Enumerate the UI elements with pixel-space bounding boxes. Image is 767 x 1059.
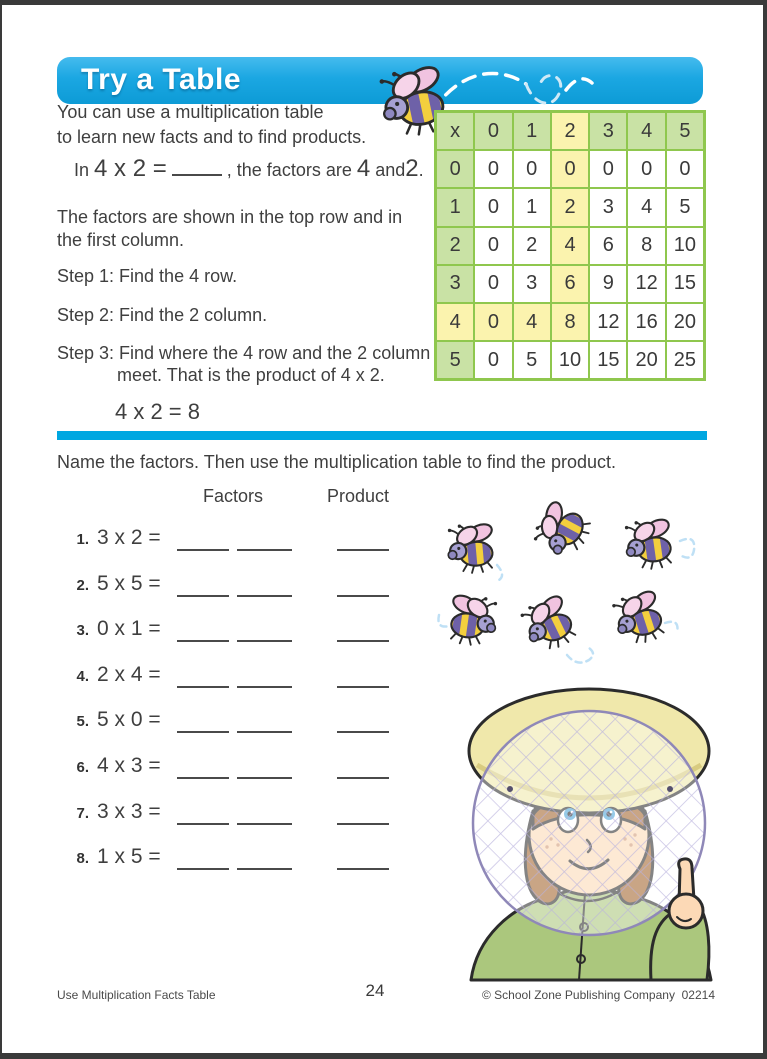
exercise-row [57,663,457,689]
table-cell: 8 [627,227,665,265]
exercise-number: 3. [76,622,89,640]
example-result: 4 x 2 = 8 [115,399,201,424]
table-cell: 3 [436,265,474,303]
table-cell: 5 [513,341,551,379]
factor-blank-1 [177,624,229,642]
explain-paragraph-line-1: The factors are shown in the top row and in [57,207,403,227]
page-number: 24 [365,981,385,1000]
example-factor-1: 4 [356,155,371,182]
factor-blank-1 [177,807,229,825]
step-3-line-1: Step 3: Find where the 4 row and the 2 column [57,343,431,363]
table-cell: 1 [436,188,474,226]
bee-icon [517,590,582,656]
exercise-expression: 5 x 0 = [97,708,161,732]
factor-blank-1 [177,852,229,870]
exercise-row [57,526,457,552]
column-header-factors: Factors [203,486,264,506]
table-cell: 6 [589,227,627,265]
exercise-expression: 0 x 1 = [97,617,161,641]
exercise-row [57,754,457,780]
table-cell: 0 [474,265,512,303]
table-cell: 4 [436,303,474,341]
bee-icon [622,515,676,571]
factor-blank-2 [237,715,292,733]
product-blank [337,807,389,825]
table-cell: 3 [589,112,627,150]
table-cell: 8 [551,303,589,341]
factor-blank-2 [237,533,292,551]
footer-section-title: Use Multiplication Facts Table [57,988,216,1002]
page-title: Try a Table [81,63,242,96]
table-cell: 0 [436,150,474,188]
exercise-row [57,572,457,598]
table-cell: 5 [666,112,704,150]
exercise-number: 2. [76,576,89,594]
table-cell: 0 [551,150,589,188]
factor-blank-1 [177,761,229,779]
table-cell: 20 [627,341,665,379]
factor-blank-1 [177,670,229,688]
product-blank [337,533,389,551]
exercise-number: 8. [76,850,89,868]
table-cell: 0 [474,188,512,226]
table-cell: 4 [627,188,665,226]
step-1: Step 1: Find the 4 row. [57,266,238,286]
exercise-row [57,617,457,643]
table-cell: 20 [666,303,704,341]
product-blank [337,670,389,688]
table-cell: 10 [666,227,704,265]
table-cell: 5 [666,188,704,226]
product-blank [337,761,389,779]
product-blank [337,852,389,870]
bee-icon [529,497,596,563]
table-cell: 0 [513,150,551,188]
table-cell: 0 [474,227,512,265]
exercise-number: 5. [76,713,89,731]
table-cell: 4 [551,227,589,265]
factor-blank-1 [177,533,229,551]
exercise-number: 6. [76,758,89,776]
table-cell: 25 [666,341,704,379]
exercise-row [57,800,457,826]
column-header-product: Product [327,486,390,506]
section-divider [57,431,707,440]
exercise-expression: 5 x 5 = [97,571,161,595]
factor-blank-1 [177,579,229,597]
exercise-number: 4. [76,667,89,685]
table-cell: 0 [474,341,512,379]
table-cell: 4 [513,303,551,341]
exercise-expression: 3 x 3 = [97,799,161,823]
bee-icon [446,521,498,575]
factor-blank-2 [237,852,292,870]
exercise-expression: 4 x 3 = [97,753,161,777]
example-middle: , the factors are [226,160,352,180]
table-cell: 2 [436,227,474,265]
bee-icon [609,586,670,649]
table-cell: 2 [513,227,551,265]
table-cell: 3 [513,265,551,303]
factor-blank-2 [237,670,292,688]
table-cell: 0 [627,150,665,188]
factor-blank-1 [177,715,229,733]
table-cell: 6 [551,265,589,303]
product-blank [337,715,389,733]
table-cell: 10 [551,341,589,379]
factor-blank-2 [237,761,292,779]
table-cell: 0 [474,112,512,150]
table-cell: 0 [474,150,512,188]
example-factor-2: 2 [405,155,419,182]
table-cell: 12 [627,265,665,303]
example-period: . [418,160,424,180]
table-cell: 2 [551,188,589,226]
table-cell: 15 [589,341,627,379]
bee-icon [445,591,499,647]
table-cell: 1 [513,112,551,150]
example-answer-blank [172,174,222,176]
bees-illustration [435,503,755,673]
table-cell: 0 [589,150,627,188]
exercise-expression: 2 x 4 = [97,662,161,686]
intro-line-1: You can use a multiplication table [57,102,324,122]
table-cell: 3 [589,188,627,226]
example-expression: 4 x 2 = [94,155,167,182]
exercise-row [57,708,457,734]
factor-blank-2 [237,624,292,642]
table-cell: 12 [589,303,627,341]
practice-instruction: Name the factors. Then use the multiplication table to find the product. [57,452,616,472]
table-cell: 0 [474,303,512,341]
table-cell: 4 [627,112,665,150]
factor-blank-2 [237,579,292,597]
exercise-number: 1. [76,531,89,548]
product-blank [337,579,389,597]
table-cell: 0 [666,150,704,188]
exercise-expression: 1 x 5 = [97,845,161,869]
table-cell: 2 [551,112,589,150]
table-cell: x [436,112,474,150]
table-cell: 16 [627,303,665,341]
exercise-list [57,526,457,891]
example-prefix: In [74,160,90,180]
exercise-number: 7. [76,804,89,822]
example-sentence [74,155,424,182]
product-blank [337,624,389,642]
multiplication-table [434,110,706,381]
table-cell: 5 [436,341,474,379]
footer-copyright: © School Zone Publishing Company 02214 [482,988,715,1002]
factor-blank-2 [237,807,292,825]
intro-line-2: to learn new facts and to find products. [57,127,367,147]
table-cell: 1 [513,188,551,226]
table-cell: 15 [666,265,704,303]
exercise-row [57,845,457,871]
step-2: Step 2: Find the 2 column. [57,305,268,325]
table-cell: 9 [589,265,627,303]
exercise-expression: 3 x 2 = [97,526,161,549]
explain-paragraph-line-2: the first column. [57,230,185,250]
example-conjunction: and [375,160,406,180]
step-3-line-2: meet. That is the product of 4 x 2. [117,365,385,385]
child-with-bee-veil-illustration [437,693,747,980]
